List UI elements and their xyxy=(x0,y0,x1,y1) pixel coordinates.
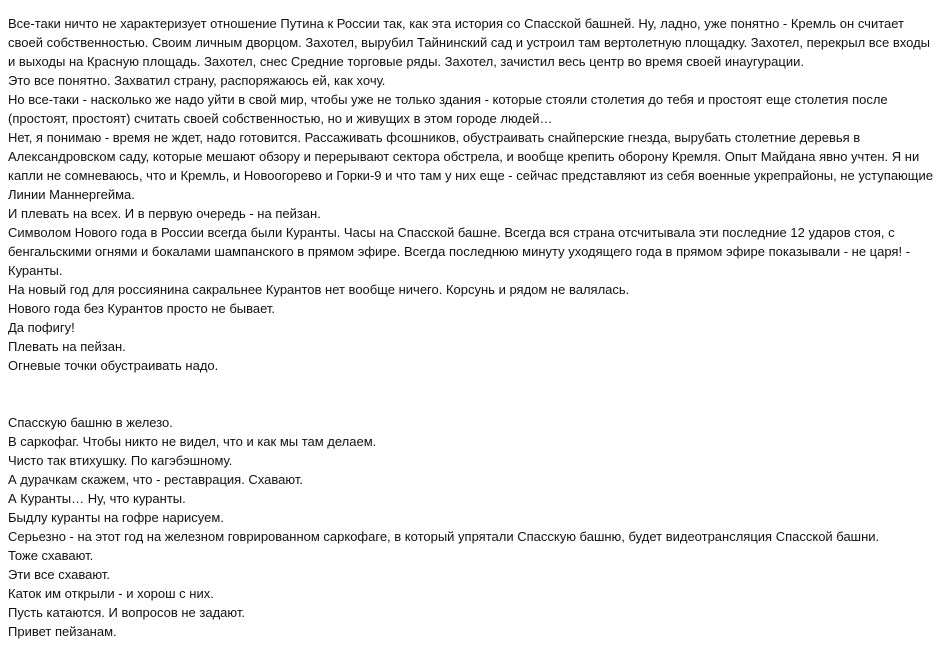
paragraph-skating-rink: Каток им открыли - и хорош с них. xyxy=(8,586,214,601)
paragraph-will-swallow: Тоже схавают. xyxy=(8,548,94,563)
paragraph-preparing-defense: Нет, я понимаю - время не ждет, надо готовится. Рассаживать фсошников, обустраивать снайперские гнезда, вырубать столетние деревья в Александровском саду, которые мешают обзору и перерывают сектора обстрела, и вообще крепить оборону Кремля. Опыт Майдана явно учтен. Я ни капли не сомневаюсь, что и Кремль, и Новоогорево и Горки-9 и что там у них еще - сейчас представляют из себя военные укрепрайоны, не уступающие Линии Маннергейма. xyxy=(8,130,933,202)
post-text xyxy=(8,14,936,641)
paragraph-all-will-swallow: Эти все схавают. xyxy=(8,567,110,582)
paragraph-putin-kremlin: Все-таки ничто не характеризует отношение Путина к России так, как эта история со Спасской башней. Ну, ладно, уже понятно - Кремль он считает своей собственностью. Своим личным дворцом. Захотел, вырубил Тайнинский сад и устроил там вертолетную площадку. Захотел, перекрыл все входы и выходы на Красную площадь. Захотел, снес Средние торговые ряды. Захотел, зачистил весь центр во время своей инаугурации. xyxy=(8,16,931,69)
paragraph-understood: Это все понятно. Захватил страну, распоряжаюсь ей, как хочу. xyxy=(8,73,386,88)
paragraph-dont-care: И плевать на всех. И в первую очередь - на пейзан. xyxy=(8,206,321,221)
paragraph-restoration: А дурачкам скажем, что - реставрация. Схавают. xyxy=(8,472,303,487)
paragraph-let-them-skate: Пусть катаются. И вопросов не задают. xyxy=(8,605,245,620)
paragraph-kuranty-symbol: Символом Нового года в России всегда были Куранты. Часы на Спасской башне. Всегда вся страна отсчитывала эти последние 12 ударов стоя, с бенгальскими огнями и бокалами шампанского в прямом эфире. Всегда последнюю минуту уходящего года в прямом эфире показывали - не царя! - Куранты. xyxy=(8,225,911,278)
paragraph-paint-on-corrugation: Быдлу куранты на гофре нарисуем. xyxy=(8,510,224,525)
paragraph-kuranty-well: А Куранты… Ну, что куранты. xyxy=(8,491,186,506)
paragraph-spit: Плевать на пейзан. xyxy=(8,339,126,354)
paragraph-whatever: Да пофигу! xyxy=(8,320,75,335)
paragraph-firing-points: Огневые точки обустраивать надо. xyxy=(8,358,219,373)
paragraph-secretly: Чисто так втихушку. По кагэбэшному. xyxy=(8,453,233,468)
paragraph-own-world: Но все-таки - насколько же надо уйти в свой мир, чтобы уже не только здания - которые стояли столетия до тебя и простоят еще столетия после (простоят, простоят) считать своей собственностью, но и живущих в этом городе людей… xyxy=(8,92,888,126)
paragraph-sarcophagus: В саркофаг. Чтобы никто не видел, что и как мы там делаем. xyxy=(8,434,377,449)
paragraph-no-new-year: Нового года без Курантов просто не бывает. xyxy=(8,301,276,316)
paragraph-tower-in-iron: Спасскую башню в железо. xyxy=(8,415,173,430)
section-gap xyxy=(8,375,936,413)
paragraph-sacred: На новый год для россиянина сакральнее Курантов нет вообще ничего. Корсунь и рядом не валялась. xyxy=(8,282,630,297)
paragraph-greetings: Привет пейзанам. xyxy=(8,624,117,639)
paragraph-video-broadcast: Серьезно - на этот год на железном говрированном саркофаге, в который упрятали Спасскую башню, будет видеотрансляция Спасской башни. xyxy=(8,529,880,544)
